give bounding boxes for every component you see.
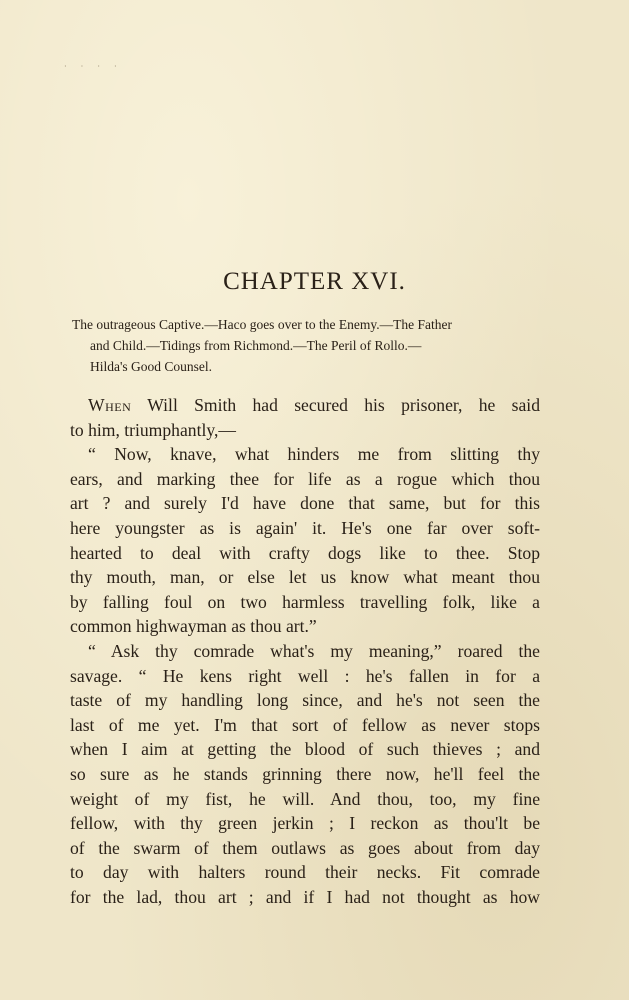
synopsis-line: and Child.—Tidings from Richmond.—The Peril of Rollo.— [90, 338, 422, 353]
body-line: so sure as he stands grinning there now, he'll feel the [70, 763, 540, 784]
chapter-synopsis [72, 314, 542, 377]
body-line: hearted to deal with crafty dogs like to thee. Stop [70, 542, 540, 563]
body-line-first [70, 393, 540, 418]
body-line: to him, triumphantly,— [70, 419, 236, 440]
body-line: “ Ask thy comrade what's my meaning,” roared the [88, 640, 540, 661]
chapter-body [70, 393, 540, 909]
body-line: of the swarm of them outlaws as goes about from day [70, 837, 540, 858]
body-line-first-rest: Will Smith had secured his prisoner, he said [131, 395, 540, 415]
body-line: art ? and surely I'd have done that same, but for this [70, 493, 540, 514]
body-line: taste of my handling long since, and he's not seen the [70, 690, 540, 711]
synopsis-line: The outrageous Captive.—Haco goes over to the Enemy.—The Father [72, 317, 453, 332]
body-line: here youngster as is again' it. He's one far over soft- [70, 517, 540, 538]
body-line: last of me yet. I'm that sort of fellow as never stops [70, 714, 540, 735]
body-line: fellow, with thy green jerkin ; I reckon as thou'lt be [70, 813, 540, 834]
body-line: for the lad, thou art ; and if I had not thought as how [70, 886, 540, 907]
body-line: to day with halters round their necks. Fit comrade [70, 862, 540, 883]
body-line: savage. “ He kens right well : he's fallen in for a [70, 665, 540, 686]
body-line: ears, and marking thee for life as a rogue which thou [70, 468, 540, 489]
body-line: weight of my fist, he will. And thou, too, my fine [70, 788, 540, 809]
page-specks: · · · · [64, 62, 123, 71]
chapter-heading: CHAPTER XVI. [223, 268, 406, 295]
body-line: when I aim at getting the blood of such thieves ; and [70, 739, 540, 760]
body-line: by falling foul on two harmless travelling folk, like a [70, 591, 540, 612]
body-line: thy mouth, man, or else let us know what meant thou [70, 567, 540, 588]
body-line: common highwayman as thou art.” [70, 616, 317, 637]
drop-word: When [88, 395, 132, 415]
body-line: “ Now, knave, what hinders me from slitting thy [88, 444, 540, 465]
synopsis-line: Hilda's Good Counsel. [90, 359, 213, 374]
